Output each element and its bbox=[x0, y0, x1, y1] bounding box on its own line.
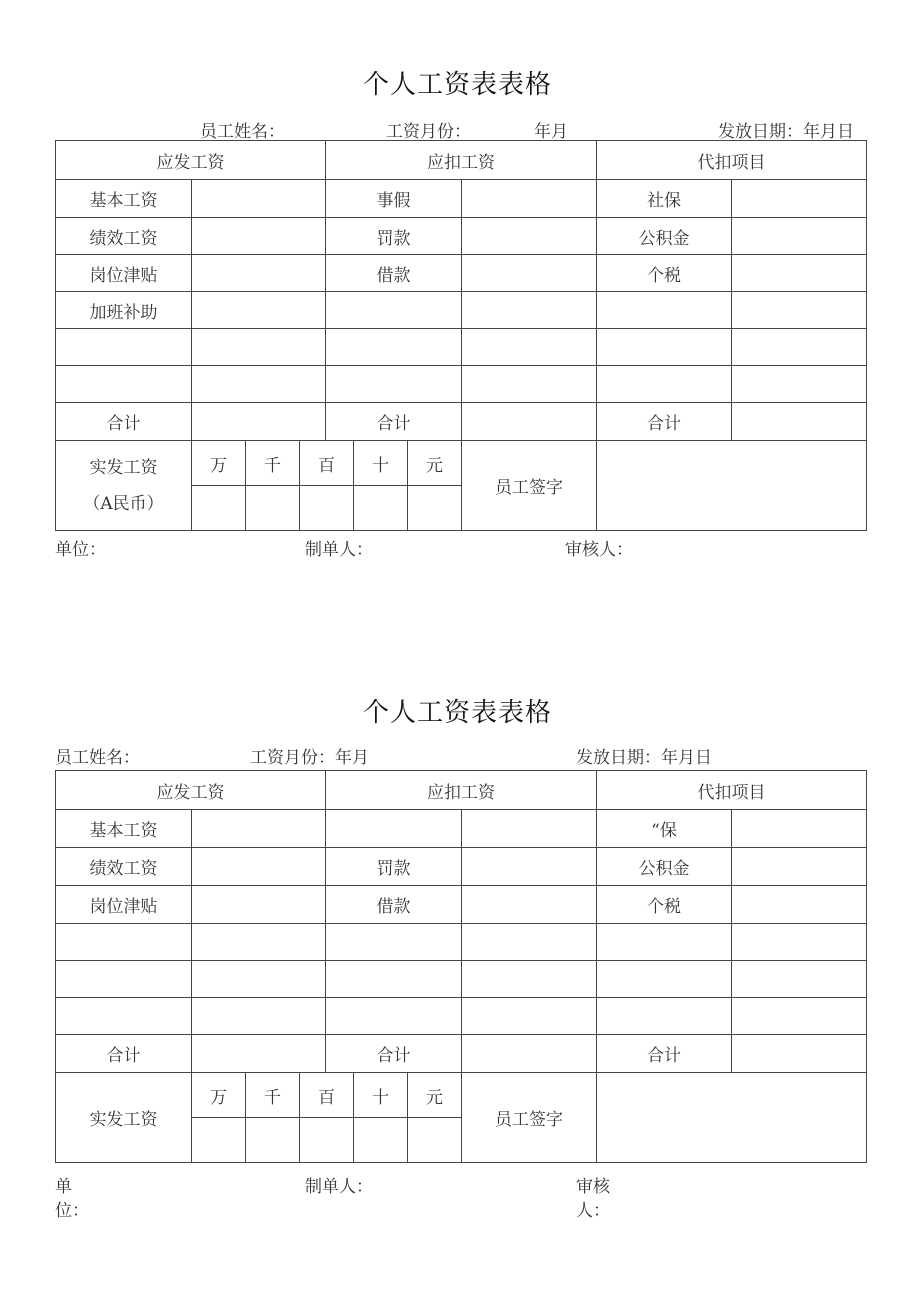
row-label bbox=[597, 961, 732, 998]
form1-salary-table bbox=[55, 140, 867, 531]
row-label: 基本工资 bbox=[56, 180, 192, 218]
row-label bbox=[56, 998, 192, 1035]
unit-qian: 千 bbox=[246, 1073, 300, 1118]
unit-qian: 千 bbox=[246, 441, 300, 486]
row-label bbox=[56, 924, 192, 961]
deduct-total-value[interactable] bbox=[462, 403, 597, 441]
withhold-total-label: 合计 bbox=[597, 403, 732, 441]
value-cell[interactable] bbox=[192, 366, 326, 403]
table-row bbox=[56, 886, 867, 924]
amount-qian[interactable] bbox=[246, 1118, 300, 1163]
value-cell[interactable] bbox=[192, 255, 326, 292]
amount-bai[interactable] bbox=[300, 1118, 354, 1163]
signature-field[interactable] bbox=[597, 441, 867, 531]
payable-total-value[interactable] bbox=[192, 403, 326, 441]
value-cell[interactable] bbox=[462, 255, 597, 292]
form1-section-header-row bbox=[56, 141, 867, 180]
form2-unit-label-line2: 位： bbox=[55, 1201, 89, 1221]
form2-employee-name-label: 员工姓名： bbox=[55, 748, 140, 768]
form2-reviewer-label-line2: 人： bbox=[576, 1201, 610, 1221]
row-label bbox=[326, 329, 462, 366]
row-label: “保 bbox=[597, 810, 732, 848]
value-cell[interactable] bbox=[462, 961, 597, 998]
form1-reviewer-label: 审核人： bbox=[565, 540, 633, 560]
form2-section-header-row bbox=[56, 771, 867, 810]
value-cell[interactable] bbox=[732, 180, 867, 218]
unit-shi: 十 bbox=[354, 1073, 408, 1118]
signature-label: 员工签字 bbox=[462, 441, 597, 531]
row-label: 借款 bbox=[326, 886, 462, 924]
row-label bbox=[326, 924, 462, 961]
row-label: 绩效工资 bbox=[56, 848, 192, 886]
row-label: 事假 bbox=[326, 180, 462, 218]
value-cell[interactable] bbox=[462, 924, 597, 961]
form2-totals-row bbox=[56, 1035, 867, 1073]
row-label bbox=[597, 998, 732, 1035]
withhold-total-label: 合计 bbox=[597, 1035, 732, 1073]
actual-pay-label bbox=[56, 441, 192, 531]
row-label bbox=[597, 366, 732, 403]
row-label: 公积金 bbox=[597, 848, 732, 886]
value-cell[interactable] bbox=[192, 329, 326, 366]
amount-shi[interactable] bbox=[354, 1118, 408, 1163]
form1-maker-label: 制单人： bbox=[305, 540, 373, 560]
table-row bbox=[56, 810, 867, 848]
value-cell[interactable] bbox=[732, 292, 867, 329]
row-label: 基本工资 bbox=[56, 810, 192, 848]
form2-deduct-header: 应扣工资 bbox=[326, 771, 597, 810]
table-row bbox=[56, 218, 867, 255]
value-cell[interactable] bbox=[732, 255, 867, 292]
table-row bbox=[56, 329, 867, 366]
amount-yuan[interactable] bbox=[408, 486, 462, 531]
value-cell[interactable] bbox=[462, 218, 597, 255]
table-row bbox=[56, 180, 867, 218]
row-label: 罚款 bbox=[326, 848, 462, 886]
form1-payable-header: 应发工资 bbox=[56, 141, 326, 180]
signature-label: 员工签字 bbox=[462, 1073, 597, 1163]
row-label: 个税 bbox=[597, 886, 732, 924]
deduct-total-value[interactable] bbox=[462, 1035, 597, 1073]
value-cell[interactable] bbox=[192, 886, 326, 924]
form1-deduct-header: 应扣工资 bbox=[326, 141, 597, 180]
value-cell[interactable] bbox=[732, 961, 867, 998]
value-cell[interactable] bbox=[462, 998, 597, 1035]
payable-total-label: 合计 bbox=[56, 1035, 192, 1073]
value-cell[interactable] bbox=[192, 998, 326, 1035]
unit-bai: 百 bbox=[300, 1073, 354, 1118]
value-cell[interactable] bbox=[732, 886, 867, 924]
actual-pay-title: 实发工资 bbox=[89, 457, 158, 478]
table-row bbox=[56, 255, 867, 292]
row-label: 借款 bbox=[326, 255, 462, 292]
value-cell[interactable] bbox=[192, 810, 326, 848]
amount-yuan[interactable] bbox=[408, 1118, 462, 1163]
value-cell[interactable] bbox=[732, 924, 867, 961]
unit-bai: 百 bbox=[300, 441, 354, 486]
row-label: 绩效工资 bbox=[56, 218, 192, 255]
row-label bbox=[56, 366, 192, 403]
value-cell[interactable] bbox=[732, 998, 867, 1035]
value-cell[interactable] bbox=[462, 848, 597, 886]
value-cell[interactable] bbox=[192, 961, 326, 998]
amount-qian[interactable] bbox=[246, 486, 300, 531]
form2-reviewer-label-line1: 审核 bbox=[576, 1177, 610, 1197]
form1-pay-month-label: 工资月份： bbox=[386, 122, 471, 142]
row-label bbox=[326, 292, 462, 329]
value-cell[interactable] bbox=[732, 810, 867, 848]
value-cell[interactable] bbox=[192, 180, 326, 218]
row-label: 社保 bbox=[597, 180, 732, 218]
amount-shi[interactable] bbox=[354, 486, 408, 531]
amount-bai[interactable] bbox=[300, 486, 354, 531]
row-label bbox=[597, 329, 732, 366]
payable-total-value[interactable] bbox=[192, 1035, 326, 1073]
form1-pay-date: 发放日期：年月日 bbox=[718, 122, 854, 142]
row-label bbox=[326, 961, 462, 998]
deduct-total-label: 合计 bbox=[326, 403, 462, 441]
payable-total-label: 合计 bbox=[56, 403, 192, 441]
row-label bbox=[56, 329, 192, 366]
form1-pay-month-value: 年月 bbox=[534, 122, 568, 142]
unit-shi: 十 bbox=[354, 441, 408, 486]
row-label bbox=[326, 810, 462, 848]
row-label: 加班补助 bbox=[56, 292, 192, 329]
row-label bbox=[326, 998, 462, 1035]
signature-field[interactable] bbox=[597, 1073, 867, 1163]
withhold-total-value[interactable] bbox=[732, 403, 867, 441]
form1-actual-pay-row bbox=[56, 441, 867, 486]
value-cell[interactable] bbox=[732, 329, 867, 366]
table-row bbox=[56, 366, 867, 403]
row-label bbox=[597, 292, 732, 329]
form2-pay-date: 发放日期：年月日 bbox=[576, 748, 712, 768]
form1-totals-row bbox=[56, 403, 867, 441]
form2-salary-table bbox=[55, 770, 867, 1163]
actual-pay-currency: （A民币） bbox=[83, 493, 164, 514]
withhold-total-value[interactable] bbox=[732, 1035, 867, 1073]
table-row bbox=[56, 848, 867, 886]
value-cell[interactable] bbox=[462, 180, 597, 218]
value-cell[interactable] bbox=[462, 292, 597, 329]
amount-wan[interactable] bbox=[192, 1118, 246, 1163]
value-cell[interactable] bbox=[462, 810, 597, 848]
form2-unit-label-line1: 单 bbox=[55, 1177, 72, 1197]
value-cell[interactable] bbox=[732, 218, 867, 255]
amount-wan[interactable] bbox=[192, 486, 246, 531]
row-label: 个税 bbox=[597, 255, 732, 292]
table-row bbox=[56, 961, 867, 998]
deduct-total-label: 合计 bbox=[326, 1035, 462, 1073]
value-cell[interactable] bbox=[462, 366, 597, 403]
unit-yuan: 元 bbox=[408, 441, 462, 486]
form1-employee-name-label: 员工姓名： bbox=[200, 122, 285, 142]
value-cell[interactable] bbox=[462, 886, 597, 924]
form1-unit-label: 单位： bbox=[55, 540, 106, 560]
value-cell[interactable] bbox=[192, 292, 326, 329]
unit-wan: 万 bbox=[192, 1073, 246, 1118]
form2-pay-month: 工资月份：年月 bbox=[250, 748, 369, 768]
form2-maker-label: 制单人： bbox=[305, 1177, 373, 1197]
form2-actual-pay-row bbox=[56, 1073, 867, 1118]
row-label bbox=[326, 366, 462, 403]
unit-yuan: 元 bbox=[408, 1073, 462, 1118]
value-cell[interactable] bbox=[192, 848, 326, 886]
form1-withhold-header: 代扣项目 bbox=[597, 141, 867, 180]
table-row bbox=[56, 292, 867, 329]
row-label: 罚款 bbox=[326, 218, 462, 255]
table-row bbox=[56, 998, 867, 1035]
row-label bbox=[597, 924, 732, 961]
row-label: 岗位津贴 bbox=[56, 886, 192, 924]
form2-title: 个人工资表表格 bbox=[363, 698, 553, 728]
row-label: 岗位津贴 bbox=[56, 255, 192, 292]
form2-payable-header: 应发工资 bbox=[56, 771, 326, 810]
form1-title: 个人工资表表格 bbox=[363, 70, 553, 100]
unit-wan: 万 bbox=[192, 441, 246, 486]
row-label: 公积金 bbox=[597, 218, 732, 255]
value-cell[interactable] bbox=[462, 329, 597, 366]
actual-pay-label: 实发工资 bbox=[56, 1073, 192, 1163]
form2-withhold-header: 代扣项目 bbox=[597, 771, 867, 810]
table-row bbox=[56, 924, 867, 961]
value-cell[interactable] bbox=[732, 366, 867, 403]
row-label bbox=[56, 961, 192, 998]
value-cell[interactable] bbox=[732, 848, 867, 886]
value-cell[interactable] bbox=[192, 924, 326, 961]
value-cell[interactable] bbox=[192, 218, 326, 255]
